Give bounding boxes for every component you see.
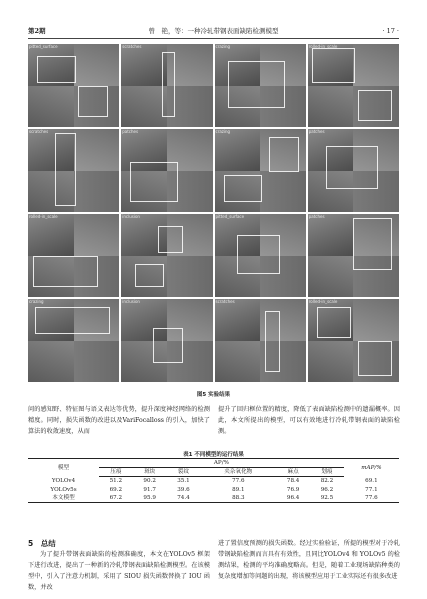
result-image-tile	[121, 129, 212, 212]
table-cell-ap: 95.9	[133, 494, 167, 503]
tile-label: scratches	[122, 44, 142, 49]
table-class-header: 裂纹	[167, 468, 201, 477]
results-table	[28, 458, 399, 503]
tile-label: rolled-in_scale	[308, 299, 338, 304]
running-header	[28, 24, 399, 39]
detection-box	[33, 256, 99, 287]
result-image-tile	[215, 44, 306, 127]
table-cell-ap: 74.4	[167, 494, 201, 503]
table-cell-map: 77.1	[365, 486, 378, 493]
table-cell-ap: 51.2	[109, 478, 123, 485]
tile-label: patches	[308, 129, 325, 134]
detection-box	[237, 235, 280, 274]
table-row	[28, 486, 399, 494]
tile-label: pitted_surface	[29, 44, 58, 49]
detection-box	[224, 175, 263, 202]
table-cell-ap: 96.2	[320, 486, 334, 493]
body-text-upper-left: 问的感知野、特征图与语义表达等优势，提升深度神经网络的检测精度。同时，损失函数的改进以及VariFocalloss 的引入，加快了算法的收敛速度，从而	[28, 406, 210, 435]
tile-label: rolled-in_scale	[29, 214, 58, 219]
table-cell-map: 77.6	[344, 494, 399, 503]
detection-box	[353, 218, 392, 270]
table-cell-model: 本文模型	[28, 494, 99, 503]
table-cell-ap: 39.6	[177, 486, 190, 493]
table-cell-ap: 67.2	[99, 494, 133, 503]
detection-box	[35, 307, 110, 334]
detection-box	[317, 307, 351, 338]
table-cell-ap: 91.7	[143, 486, 156, 493]
table-cell-ap: 76.9	[286, 486, 300, 493]
detection-box	[265, 311, 281, 371]
table-cell-model: YOLOv4	[51, 478, 76, 485]
table-cell-ap: 90.2	[143, 478, 156, 485]
tile-label: patches	[308, 214, 325, 219]
result-image-tile	[28, 214, 119, 297]
detection-box	[326, 146, 378, 190]
table-caption: 表1 不同模型的运行结果	[183, 452, 244, 458]
result-image-tile	[215, 299, 306, 382]
tile-label: inclusion	[122, 299, 140, 304]
result-image-tile	[28, 44, 119, 127]
result-image-tile	[308, 299, 399, 382]
table-row	[28, 494, 399, 503]
table-cell-ap: 96.4	[276, 494, 310, 503]
section-heading: 5 总结	[28, 539, 56, 548]
body-text-lower-left: 为了提升带钢表面缺陷的检测准确度，本文在YOLOv5 框架下进行改进，提出了一种新的冷轧带钢表面缺陷检测模型。在该模型中，引入了注意力机制，采用了 SIOU 损失函数替换了 IOU 函数，并改	[28, 551, 210, 591]
tile-label: scratches	[215, 299, 235, 304]
table-cell-ap: 77.6	[232, 478, 245, 485]
result-image-tile	[28, 129, 119, 212]
result-image-tile	[308, 44, 399, 127]
tile-label: inclusion	[122, 214, 140, 219]
result-image-tile	[308, 129, 399, 212]
table-header-model: 模型	[28, 459, 99, 477]
table-cell-ap: 82.2	[320, 478, 334, 485]
tile-label: rolled-in_scale	[308, 44, 338, 49]
results-figure-grid	[28, 44, 399, 382]
table-header-ap: AP/%	[99, 459, 344, 468]
result-image-tile	[308, 214, 399, 297]
detection-box	[135, 264, 164, 287]
detection-box	[55, 133, 75, 206]
detection-box	[162, 52, 175, 116]
tile-label: crazing	[215, 129, 231, 134]
table-class-header: 麻点	[276, 468, 310, 477]
table-cell-model: YOLOv5s	[50, 486, 77, 493]
page-number: · 17 ·	[382, 27, 399, 35]
result-image-tile	[121, 44, 212, 127]
issue-number: 第2期	[28, 27, 46, 35]
result-image-tile	[121, 299, 212, 382]
result-image-tile	[215, 214, 306, 297]
body-text-upper-right: 提升了回归框位置的精度，降低了表面缺陷检测中的遗漏概率。因此，本文所提出的模型，可以有效地进行冷轧带钢表面的缺陷检测。	[218, 406, 400, 435]
body-text-lower-right: 进了置信度预测的损失函数。经过实验验证，所提的模型对于冷轧带钢缺陷检测而言具有有效性，且同比YOLOv4 和 YOLOv5 的检测结果，检测的平均准确度略高。但是，随着工业现场缺陷种类的复杂度增加等问题的出现，将该模型应用于工业实际还有很多改进	[218, 540, 400, 580]
detection-box	[358, 341, 392, 376]
table-class-header: 压痕	[99, 468, 133, 477]
detection-box	[130, 162, 178, 201]
tile-label: scratches	[29, 129, 49, 134]
table-cell-ap: 92.5	[310, 494, 344, 503]
detection-box	[78, 86, 107, 117]
tile-label: crazing	[215, 44, 231, 49]
tile-label: pitted_surface	[215, 214, 245, 219]
detection-box	[158, 226, 183, 253]
table-cell-ap: 88.3	[200, 494, 276, 503]
table-cell-map: 69.1	[365, 478, 378, 485]
detection-box	[312, 48, 355, 83]
table-class-header: 划痕	[310, 468, 344, 477]
detection-box	[358, 90, 392, 121]
running-title: 曾 艳，等：一种冷轧带钢表面缺陷检测模型	[148, 27, 279, 35]
table-class-header: 夹杂氧化物	[200, 468, 276, 477]
tile-label: crazing	[29, 299, 44, 304]
table-cell-ap: 89.1	[232, 486, 245, 493]
table-class-header: 斑块	[133, 468, 167, 477]
table-row	[28, 477, 399, 486]
figure-caption: 图5 实验结果	[196, 392, 231, 398]
table-header-map: mAP/%	[344, 459, 399, 477]
result-image-tile	[121, 214, 212, 297]
table-cell-ap: 35.1	[177, 478, 190, 485]
tile-label: patches	[122, 129, 139, 134]
detection-box	[228, 61, 285, 109]
detection-box	[269, 137, 298, 172]
result-image-tile	[215, 129, 306, 212]
detection-box	[153, 328, 182, 363]
detection-box	[37, 56, 76, 83]
table-cell-ap: 78.4	[286, 478, 300, 485]
result-image-tile	[28, 299, 119, 382]
table-cell-ap: 69.2	[109, 486, 123, 493]
